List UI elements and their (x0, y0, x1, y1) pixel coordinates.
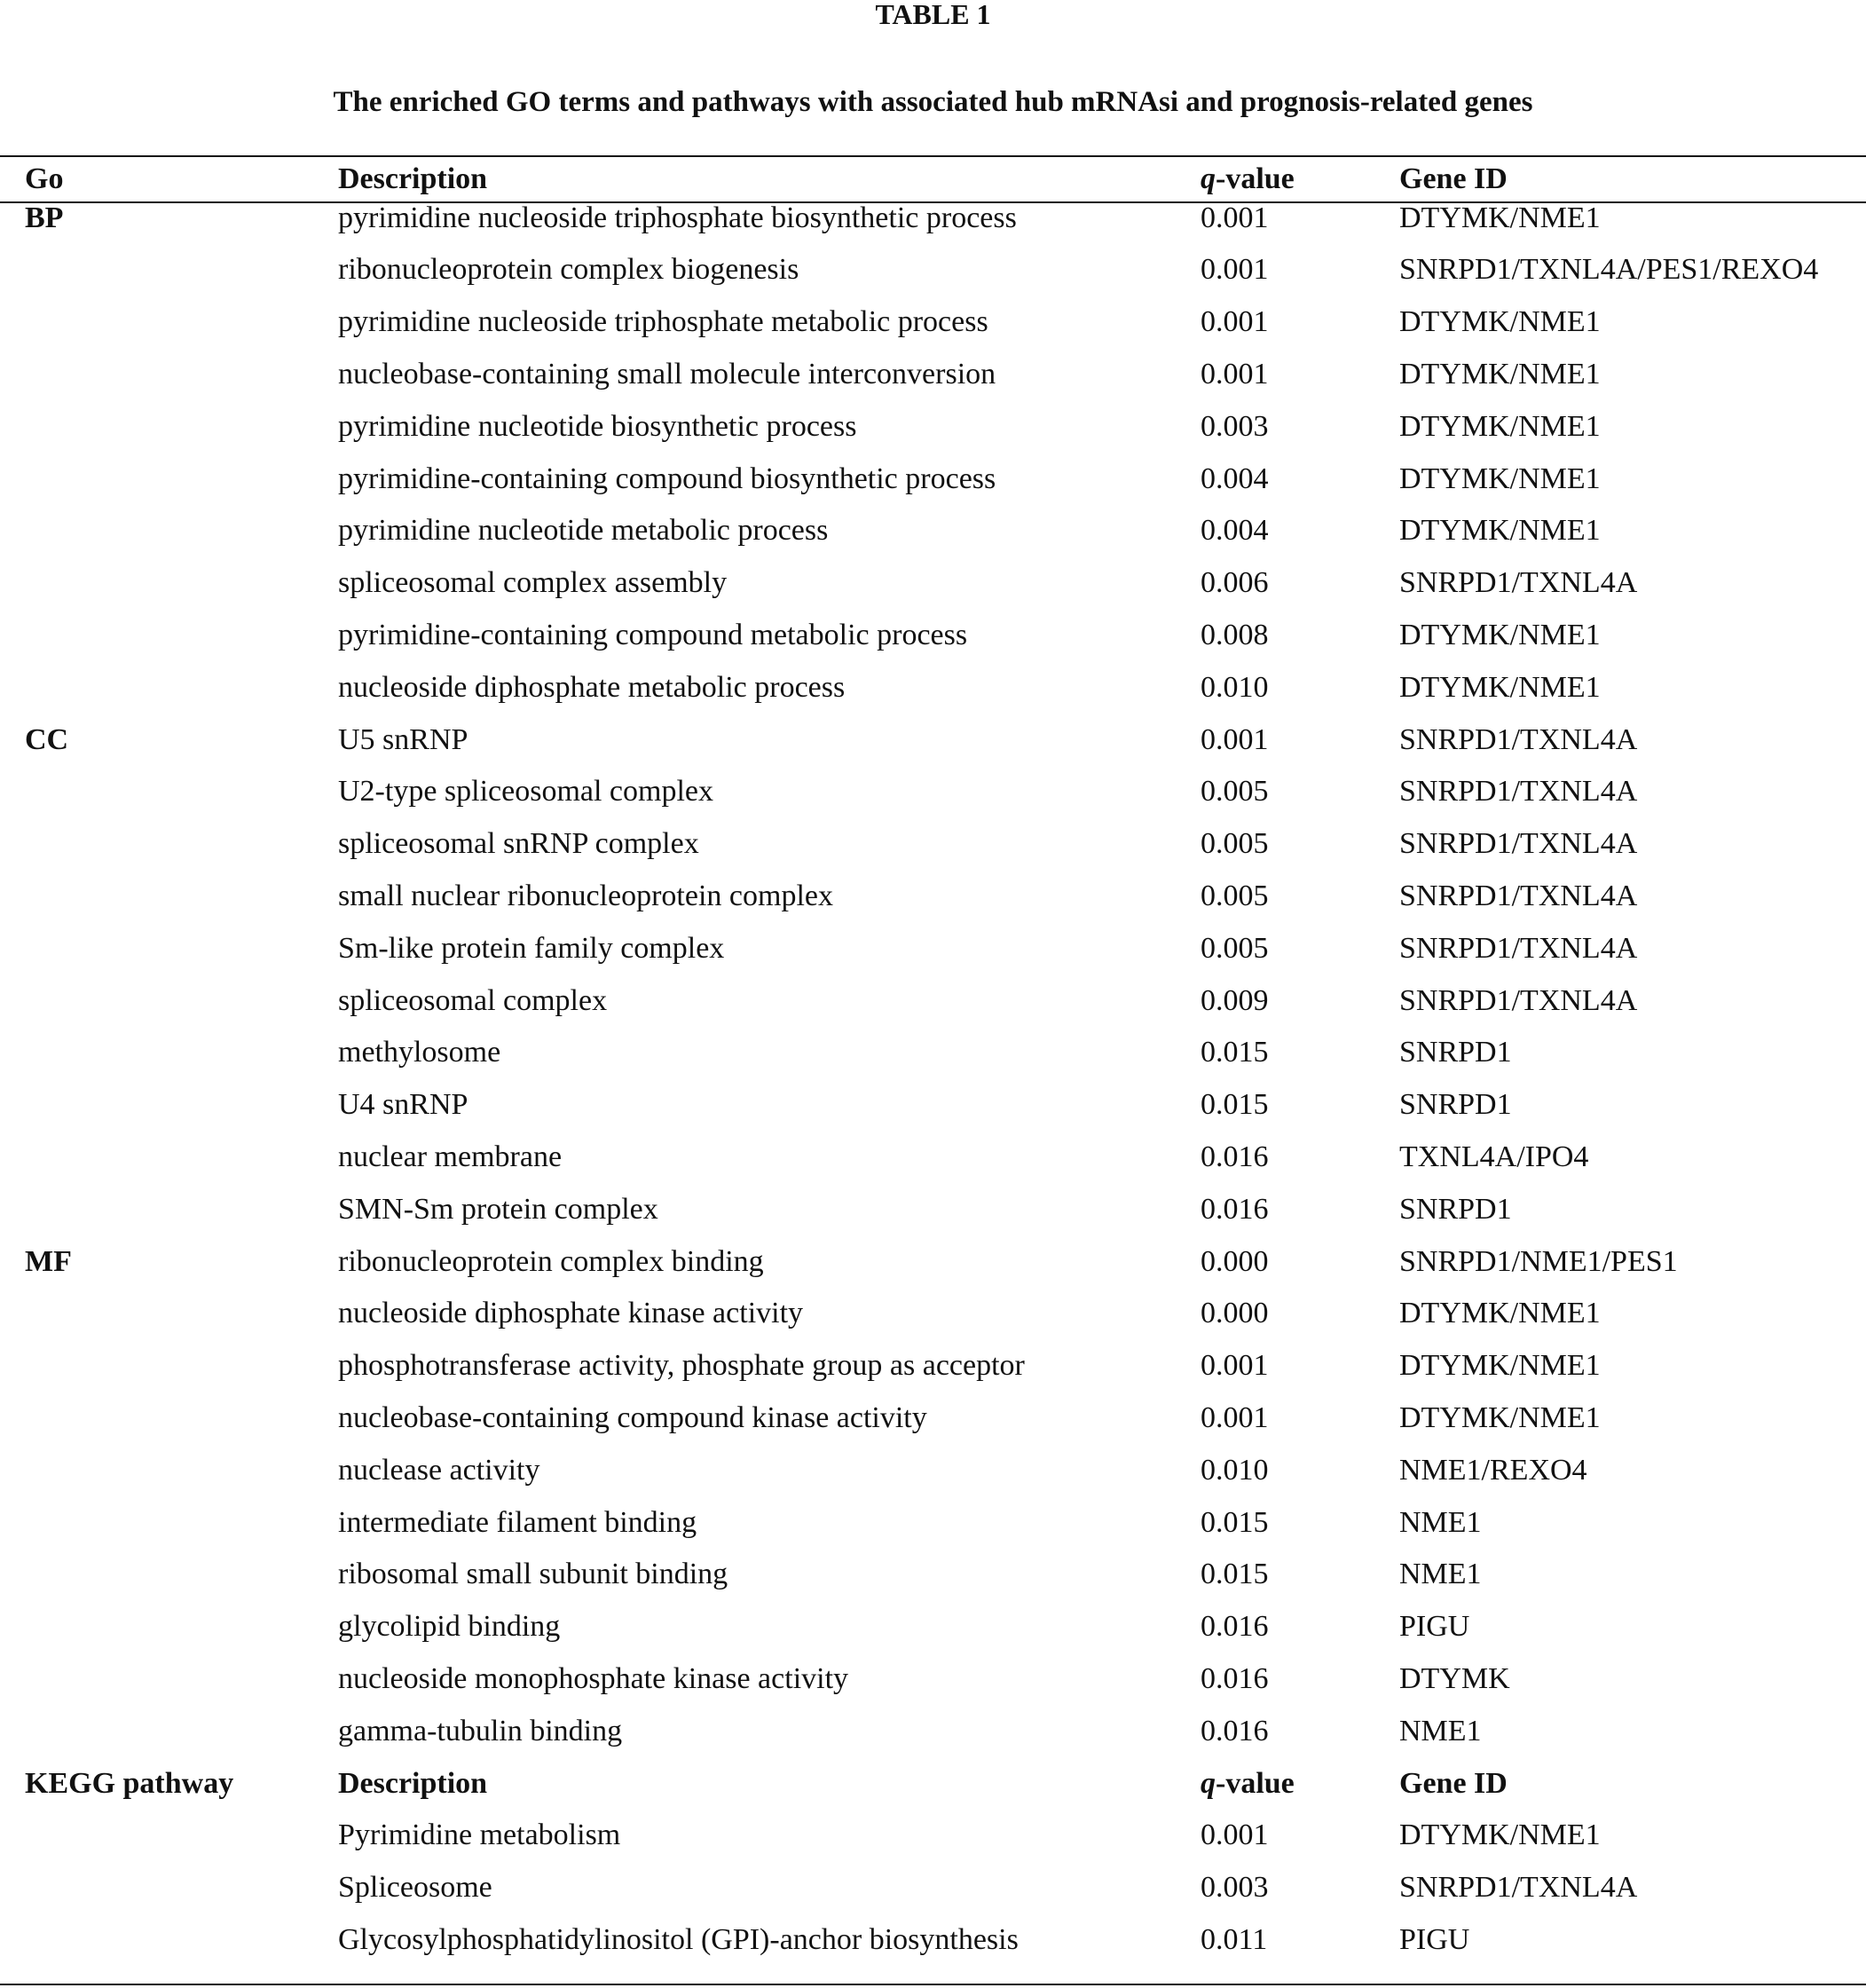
row-gene-id: DTYMK/NME1 (1399, 201, 1601, 234)
table-row (0, 1183, 1866, 1235)
table-row (0, 1444, 1866, 1496)
row-gene-id: SNRPD1/TXNL4A (1399, 775, 1638, 809)
row-description: nucleoside monophosphate kinase activity (338, 1661, 849, 1695)
kegg-header-row (0, 1757, 1866, 1810)
row-gene-id: DTYMK/NME1 (1399, 670, 1601, 704)
row-q-value: 0.016 (1201, 1661, 1269, 1695)
row-q-value: 0.015 (1201, 1088, 1269, 1122)
kegg-header-q-letter: q (1201, 1766, 1216, 1800)
table-label: TABLE 1 (875, 0, 991, 30)
row-gene-id: SNRPD1/TXNL4A (1399, 566, 1638, 600)
table-row (0, 714, 1866, 766)
kegg-row (0, 1861, 1866, 1913)
row-q-value: 0.000 (1201, 1297, 1269, 1330)
row-gene-id: DTYMK/NME1 (1399, 409, 1601, 443)
row-q-value: 0.001 (1201, 722, 1269, 756)
header-gene-id: Gene ID (1399, 162, 1508, 195)
row-go-category: MF (25, 1244, 72, 1278)
row-q-value: 0.001 (1201, 201, 1269, 234)
row-q-value: 0.015 (1201, 1558, 1269, 1591)
row-q-value: 0.010 (1201, 1453, 1269, 1487)
kegg-header-description: Description (338, 1766, 488, 1800)
row-description: pyrimidine nucleoside triphosphate biosynthetic process (338, 201, 1017, 234)
row-q-value: 0.003 (1201, 409, 1269, 443)
row-description: intermediate filament binding (338, 1505, 697, 1539)
row-gene-id: DTYMK/NME1 (1399, 514, 1601, 548)
table-row (0, 1235, 1866, 1288)
row-description: U4 snRNP (338, 1088, 468, 1122)
table-row (0, 1496, 1866, 1549)
row-gene-id: DTYMK/NME1 (1399, 1400, 1601, 1434)
kegg-row-description: Pyrimidine metabolism (338, 1818, 621, 1852)
row-description: pyrimidine nucleoside triphosphate metabolic process (338, 305, 988, 339)
row-gene-id: NME1/REXO4 (1399, 1453, 1587, 1487)
row-description: pyrimidine-containing compound biosynthetic process (338, 462, 996, 495)
row-q-value: 0.016 (1201, 1714, 1269, 1747)
table-row (0, 1026, 1866, 1078)
table-row (0, 765, 1866, 817)
row-gene-id: SNRPD1 (1399, 1036, 1512, 1069)
table-title: The enriched GO terms and pathways with associated hub mRNAsi and prognosis-related genes (333, 86, 1533, 118)
row-description: pyrimidine nucleotide metabolic process (338, 514, 829, 548)
table-row (0, 1287, 1866, 1339)
row-description: nucleoside diphosphate kinase activity (338, 1297, 804, 1330)
row-q-value: 0.006 (1201, 566, 1269, 600)
header-description: Description (338, 162, 488, 195)
bottom-rule (0, 1984, 1866, 1985)
row-q-value: 0.005 (1201, 775, 1269, 809)
row-gene-id: DTYMK/NME1 (1399, 1349, 1601, 1383)
row-gene-id: NME1 (1399, 1558, 1482, 1591)
row-gene-id: SNRPD1 (1399, 1088, 1512, 1122)
row-gene-id: SNRPD1/NME1/PES1 (1399, 1244, 1678, 1278)
header-go: Go (25, 162, 64, 195)
table-row (0, 1339, 1866, 1392)
kegg-row-gene-id: SNRPD1/TXNL4A (1399, 1871, 1638, 1905)
row-gene-id: DTYMK/NME1 (1399, 1297, 1601, 1330)
header-q-suffix: -value (1216, 162, 1295, 195)
row-description: nucleobase-containing small molecule interconversion (338, 357, 996, 390)
row-gene-id: DTYMK/NME1 (1399, 305, 1601, 339)
row-description: spliceosomal snRNP complex (338, 827, 699, 861)
kegg-header-q-suffix: -value (1216, 1766, 1295, 1800)
kegg-row-q-value: 0.011 (1201, 1922, 1268, 1956)
row-q-value: 0.010 (1201, 670, 1269, 704)
row-gene-id: TXNL4A/IPO4 (1399, 1140, 1589, 1173)
table-row (0, 974, 1866, 1027)
row-description: nuclear membrane (338, 1140, 563, 1173)
row-description: spliceosomal complex (338, 983, 608, 1017)
row-q-value: 0.005 (1201, 931, 1269, 965)
row-go-category: CC (25, 722, 69, 756)
row-gene-id: DTYMK/NME1 (1399, 357, 1601, 390)
table-row (0, 1131, 1866, 1183)
kegg-header-gene-id: Gene ID (1399, 1766, 1508, 1800)
row-gene-id: DTYMK/NME1 (1399, 618, 1601, 651)
row-gene-id: NME1 (1399, 1505, 1482, 1539)
row-q-value: 0.009 (1201, 983, 1269, 1017)
row-q-value: 0.008 (1201, 618, 1269, 651)
row-q-value: 0.016 (1201, 1610, 1269, 1644)
row-description: U5 snRNP (338, 722, 468, 756)
table-row (0, 870, 1866, 922)
row-q-value: 0.015 (1201, 1036, 1269, 1069)
row-gene-id: PIGU (1399, 1610, 1470, 1644)
row-gene-id: DTYMK/NME1 (1399, 462, 1601, 495)
table-row (0, 296, 1866, 348)
kegg-row-gene-id: PIGU (1399, 1922, 1470, 1956)
row-description: pyrimidine-containing compound metabolic process (338, 618, 968, 651)
row-gene-id: SNRPD1/TXNL4A (1399, 879, 1638, 912)
row-q-value: 0.015 (1201, 1505, 1269, 1539)
row-description: phosphotransferase activity, phosphate group as acceptor (338, 1349, 1025, 1383)
row-q-value: 0.001 (1201, 305, 1269, 339)
table-row (0, 504, 1866, 556)
row-go-category: BP (25, 201, 64, 234)
kegg-row-gene-id: DTYMK/NME1 (1399, 1818, 1601, 1852)
kegg-header-go: KEGG pathway (25, 1766, 234, 1800)
row-gene-id: SNRPD1/TXNL4A (1399, 722, 1638, 756)
row-gene-id: NME1 (1399, 1714, 1482, 1747)
table-row (0, 400, 1866, 453)
row-description: ribosomal small subunit binding (338, 1558, 728, 1591)
kegg-row-description: Glycosylphosphatidylinositol (GPI)-anchor biosynthesis (338, 1922, 1019, 1956)
row-gene-id: SNRPD1/TXNL4A (1399, 931, 1638, 965)
header-q-letter: q (1201, 162, 1216, 195)
row-gene-id: SNRPD1 (1399, 1192, 1512, 1226)
row-description: small nuclear ribonucleoprotein complex (338, 879, 833, 912)
table-row (0, 1600, 1866, 1653)
row-description: nucleobase-containing compound kinase activity (338, 1400, 927, 1434)
row-description: gamma-tubulin binding (338, 1714, 623, 1747)
kegg-row (0, 1913, 1866, 1966)
row-q-value: 0.016 (1201, 1140, 1269, 1173)
table-row (0, 1705, 1866, 1757)
row-description: SMN-Sm protein complex (338, 1192, 658, 1226)
row-q-value: 0.001 (1201, 1349, 1269, 1383)
table-row (0, 609, 1866, 661)
row-q-value: 0.005 (1201, 827, 1269, 861)
row-gene-id: SNRPD1/TXNL4A/PES1/REXO4 (1399, 253, 1819, 287)
row-q-value: 0.000 (1201, 1244, 1269, 1278)
kegg-row-q-value: 0.003 (1201, 1871, 1269, 1905)
row-gene-id: SNRPD1/TXNL4A (1399, 983, 1638, 1017)
row-description: glycolipid binding (338, 1610, 561, 1644)
row-description: spliceosomal complex assembly (338, 566, 728, 600)
row-description: pyrimidine nucleotide biosynthetic process (338, 409, 857, 443)
kegg-row-q-value: 0.001 (1201, 1818, 1269, 1852)
table-row (0, 661, 1866, 714)
table-row (0, 192, 1866, 244)
row-q-value: 0.001 (1201, 253, 1269, 287)
table-row (0, 1392, 1866, 1444)
table-row (0, 1548, 1866, 1600)
row-gene-id: DTYMK (1399, 1661, 1510, 1695)
table-row (0, 922, 1866, 974)
table-row (0, 1653, 1866, 1705)
row-description: methylosome (338, 1036, 501, 1069)
row-q-value: 0.005 (1201, 879, 1269, 912)
row-q-value: 0.001 (1201, 357, 1269, 390)
kegg-row (0, 1809, 1866, 1861)
row-q-value: 0.004 (1201, 462, 1269, 495)
row-description: U2-type spliceosomal complex (338, 775, 714, 809)
row-description: Sm-like protein family complex (338, 931, 725, 965)
row-gene-id: SNRPD1/TXNL4A (1399, 827, 1638, 861)
row-q-value: 0.004 (1201, 514, 1269, 548)
row-description: nuclease activity (338, 1453, 540, 1487)
table-row (0, 348, 1866, 400)
row-description: nucleoside diphosphate metabolic process (338, 670, 846, 704)
row-q-value: 0.001 (1201, 1400, 1269, 1434)
row-description: ribonucleoprotein complex binding (338, 1244, 764, 1278)
kegg-header-q-value (1201, 1757, 1295, 1810)
row-q-value: 0.016 (1201, 1192, 1269, 1226)
table-row (0, 556, 1866, 609)
table-row (0, 1078, 1866, 1131)
table-row (0, 817, 1866, 870)
table-row (0, 243, 1866, 296)
row-description: ribonucleoprotein complex biogenesis (338, 253, 799, 287)
table-row (0, 453, 1866, 505)
kegg-row-description: Spliceosome (338, 1871, 492, 1905)
